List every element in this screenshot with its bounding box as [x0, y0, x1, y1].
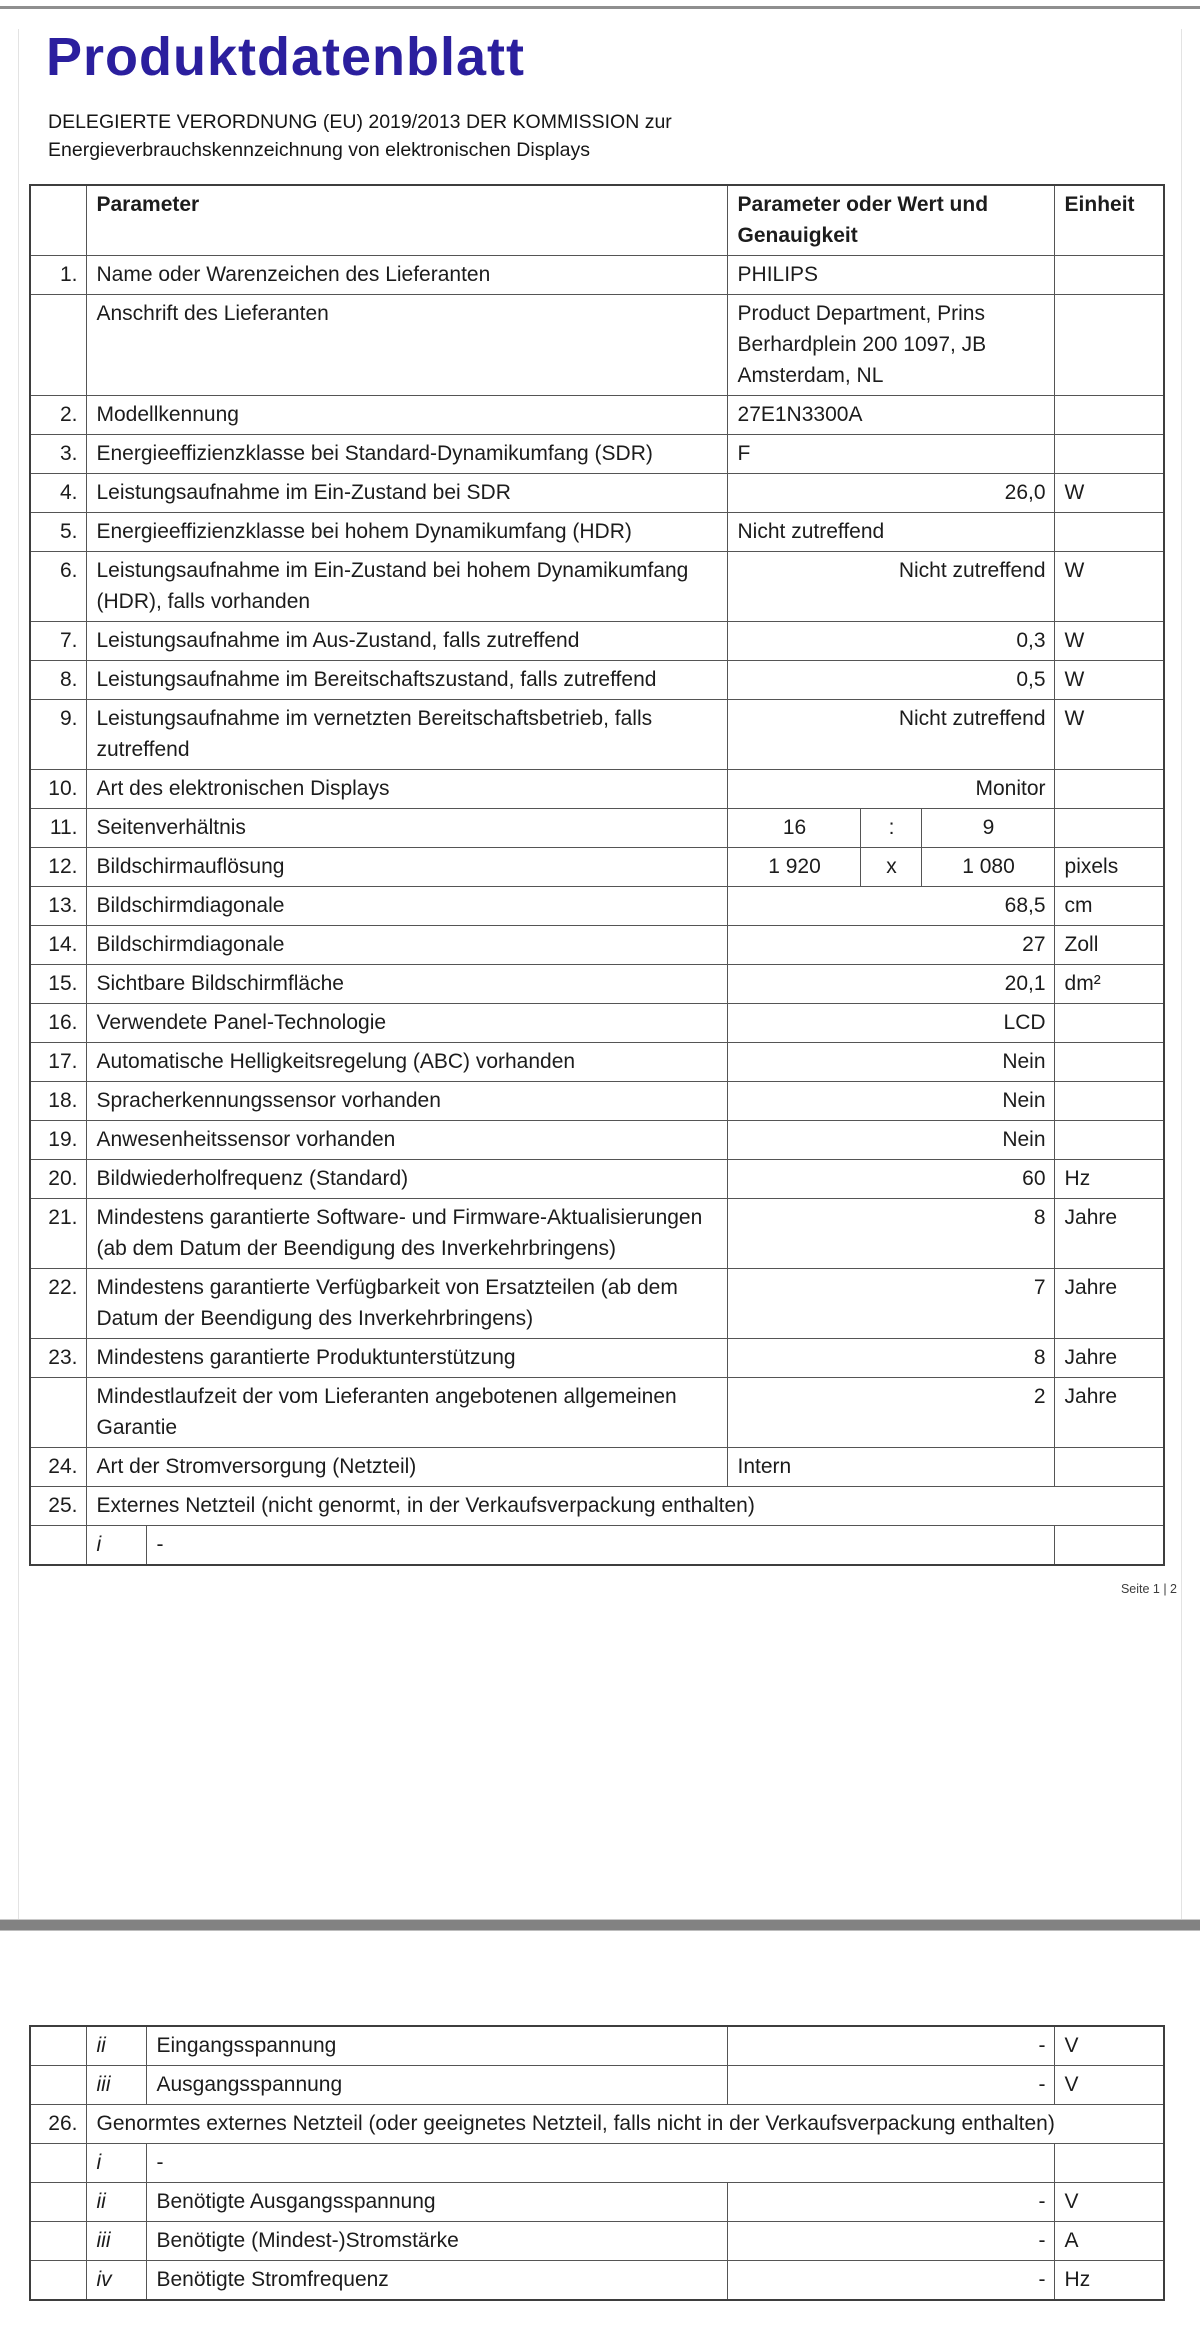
- sub-index-cell: iii: [86, 2222, 146, 2261]
- value-cell: 0,5: [727, 660, 1054, 699]
- parameter-label-cell: Mindestens garantierte Produktunterstützung: [86, 1338, 727, 1377]
- table-row: [30, 808, 1164, 847]
- unit-cell: Jahre: [1054, 1198, 1164, 1268]
- value-cell: Monitor: [727, 769, 1054, 808]
- row-number-cell: 21.: [30, 1198, 86, 1268]
- value-cell: 0,3: [727, 621, 1054, 660]
- table-row: [30, 1198, 1164, 1268]
- row-number-cell: [30, 294, 86, 395]
- unit-cell: A: [1054, 2222, 1164, 2261]
- parameter-label-cell: Mindestens garantierte Verfügbarkeit von Ersatzteilen (ab dem Datum der Beendigung des Inverkehrbringens): [86, 1268, 727, 1338]
- value-cell: 60: [727, 1159, 1054, 1198]
- parameter-label-cell: Eingangsspannung: [146, 2026, 727, 2066]
- value-cell: Nein: [727, 1120, 1054, 1159]
- unit-cell: cm: [1054, 886, 1164, 925]
- unit-cell: [1054, 512, 1164, 551]
- parameter-label-cell: Bildschirmdiagonale: [86, 886, 727, 925]
- header-unit-cell: Einheit: [1054, 185, 1164, 256]
- unit-cell: Jahre: [1054, 1268, 1164, 1338]
- row-number-cell: 13.: [30, 886, 86, 925]
- sub-index-cell: i: [86, 2144, 146, 2183]
- sub-index-cell: ii: [86, 2183, 146, 2222]
- row-number-cell: 25.: [30, 1486, 86, 1525]
- ratio-value-left-cell: 1 920: [727, 847, 860, 886]
- value-cell: Nein: [727, 1042, 1054, 1081]
- value-cell: 7: [727, 1268, 1054, 1338]
- table-row: [30, 769, 1164, 808]
- unit-cell: V: [1054, 2183, 1164, 2222]
- ratio-value-left-cell: 16: [727, 808, 860, 847]
- table-row: [30, 925, 1164, 964]
- table-row: [30, 551, 1164, 621]
- row-number-cell: 15.: [30, 964, 86, 1003]
- value-cell: -: [727, 2026, 1054, 2066]
- table-row: [30, 964, 1164, 1003]
- table-row: [30, 1377, 1164, 1447]
- parameter-label-cell: Sichtbare Bildschirmfläche: [86, 964, 727, 1003]
- unit-cell: W: [1054, 551, 1164, 621]
- value-cell: 68,5: [727, 886, 1054, 925]
- unit-cell: [1054, 769, 1164, 808]
- parameter-label-cell: Benötigte (Mindest-)Stromstärke: [146, 2222, 727, 2261]
- table-row: [30, 1159, 1164, 1198]
- unit-cell: dm²: [1054, 964, 1164, 1003]
- parameter-label-cell: Anwesenheitssensor vorhanden: [86, 1120, 727, 1159]
- page-2: [18, 1931, 1182, 2301]
- row-number-cell: 3.: [30, 434, 86, 473]
- parameter-label-cell: Verwendete Panel-Technologie: [86, 1003, 727, 1042]
- row-number-cell: 26.: [30, 2105, 86, 2144]
- parameter-label-cell: Leistungsaufnahme im Bereitschaftszustand, falls zutreffend: [86, 660, 727, 699]
- table-row: [30, 1120, 1164, 1159]
- row-number-cell: 10.: [30, 769, 86, 808]
- regulation-line-2: Energieverbrauchskennzeichnung von elektronischen Displays: [48, 138, 590, 161]
- value-cell: Product Department, Prins Berhardplein 200 1097, JB Amsterdam, NL: [727, 294, 1054, 395]
- row-number-cell: [30, 1525, 86, 1565]
- unit-cell: Jahre: [1054, 1338, 1164, 1377]
- table-row: [30, 2222, 1164, 2261]
- table-row: [30, 2144, 1164, 2183]
- parameter-label-cell: Bildschirmdiagonale: [86, 925, 727, 964]
- table-row: [30, 1486, 1164, 1525]
- ratio-separator-cell: x: [860, 847, 921, 886]
- table-row: [30, 1338, 1164, 1377]
- unit-cell: pixels: [1054, 847, 1164, 886]
- row-number-cell: 11.: [30, 808, 86, 847]
- row-number-cell: 12.: [30, 847, 86, 886]
- unit-cell: [1054, 434, 1164, 473]
- page-title: Produktdatenblatt: [46, 27, 526, 87]
- parameter-label-cell: Energieeffizienzklasse bei Standard-Dynamikumfang (SDR): [86, 434, 727, 473]
- parameter-label-cell: Leistungsaufnahme im Ein-Zustand bei SDR: [86, 473, 727, 512]
- value-cell: 20,1: [727, 964, 1054, 1003]
- value-cell: -: [146, 1525, 1054, 1565]
- row-number-cell: [30, 2066, 86, 2105]
- unit-cell: Hz: [1054, 1159, 1164, 1198]
- row-number-cell: [30, 2144, 86, 2183]
- sub-index-cell: iv: [86, 2261, 146, 2301]
- parameter-label-cell: Leistungsaufnahme im Aus-Zustand, falls zutreffend: [86, 621, 727, 660]
- row-number-cell: [30, 2261, 86, 2301]
- table-row: [30, 1003, 1164, 1042]
- table-row: [30, 1081, 1164, 1120]
- unit-cell: W: [1054, 473, 1164, 512]
- header-parameter-cell: Parameter: [86, 185, 727, 256]
- header-number-cell: [30, 185, 86, 256]
- value-cell: LCD: [727, 1003, 1054, 1042]
- table-row: [30, 2066, 1164, 2105]
- parameter-label-cell: Bildschirmauflösung: [86, 847, 727, 886]
- value-cell: Nicht zutreffend: [727, 551, 1054, 621]
- parameter-label-cell: Name oder Warenzeichen des Lieferanten: [86, 255, 727, 294]
- parameter-label-cell: Bildwiederholfrequenz (Standard): [86, 1159, 727, 1198]
- row-number-cell: [30, 2026, 86, 2066]
- page-top-edge: [0, 6, 1200, 9]
- row-number-cell: 5.: [30, 512, 86, 551]
- row-number-cell: 24.: [30, 1447, 86, 1486]
- row-number-cell: 23.: [30, 1338, 86, 1377]
- parameter-label-cell: Art der Stromversorgung (Netzteil): [86, 1447, 727, 1486]
- page-1: [18, 29, 1182, 1919]
- value-cell: -: [146, 2144, 1054, 2183]
- unit-cell: W: [1054, 699, 1164, 769]
- value-cell: 27: [727, 925, 1054, 964]
- parameter-label-cell: Genormtes externes Netzteil (oder geeignetes Netzteil, falls nicht in der Verkaufsverpackung enthalten): [86, 2105, 1164, 2144]
- parameter-label-cell: Leistungsaufnahme im vernetzten Bereitschaftsbetrieb, falls zutreffend: [86, 699, 727, 769]
- sub-index-cell: iii: [86, 2066, 146, 2105]
- unit-cell: [1054, 1525, 1164, 1565]
- value-cell: Nicht zutreffend: [727, 699, 1054, 769]
- table-row: [30, 2026, 1164, 2066]
- table-row: [30, 473, 1164, 512]
- row-number-cell: 17.: [30, 1042, 86, 1081]
- value-cell: F: [727, 434, 1054, 473]
- row-number-cell: 1.: [30, 255, 86, 294]
- table-header-row: [30, 185, 1164, 256]
- value-cell: 26,0: [727, 473, 1054, 512]
- unit-cell: [1054, 2144, 1164, 2183]
- parameter-label-cell: Ausgangsspannung: [146, 2066, 727, 2105]
- row-number-cell: [30, 2183, 86, 2222]
- parameter-label-cell: Benötigte Stromfrequenz: [146, 2261, 727, 2301]
- table-row: [30, 434, 1164, 473]
- value-cell: -: [727, 2222, 1054, 2261]
- parameter-label-cell: Externes Netzteil (nicht genormt, in der Verkaufsverpackung enthalten): [86, 1486, 1164, 1525]
- row-number-cell: 7.: [30, 621, 86, 660]
- value-cell: -: [727, 2066, 1054, 2105]
- table-row: [30, 395, 1164, 434]
- unit-cell: [1054, 1120, 1164, 1159]
- parameter-label-cell: Benötigte Ausgangsspannung: [146, 2183, 727, 2222]
- table-row: [30, 621, 1164, 660]
- parameter-label-cell: Spracherkennungssensor vorhanden: [86, 1081, 727, 1120]
- table-row: [30, 512, 1164, 551]
- table-row: [30, 847, 1164, 886]
- table-row: [30, 2261, 1164, 2301]
- table-row: [30, 699, 1164, 769]
- row-number-cell: 22.: [30, 1268, 86, 1338]
- ratio-value-right-cell: 1 080: [921, 847, 1054, 886]
- parameter-label-cell: Art des elektronischen Displays: [86, 769, 727, 808]
- value-cell: Nicht zutreffend: [727, 512, 1054, 551]
- parameter-label-cell: Modellkennung: [86, 395, 727, 434]
- value-cell: PHILIPS: [727, 255, 1054, 294]
- row-number-cell: [30, 2222, 86, 2261]
- parameter-label-cell: Anschrift des Lieferanten: [86, 294, 727, 395]
- parameter-label-cell: Mindestlaufzeit der vom Lieferanten angebotenen allgemeinen Garantie: [86, 1377, 727, 1447]
- row-number-cell: 18.: [30, 1081, 86, 1120]
- unit-cell: V: [1054, 2026, 1164, 2066]
- unit-cell: [1054, 1003, 1164, 1042]
- row-number-cell: 6.: [30, 551, 86, 621]
- row-number-cell: 20.: [30, 1159, 86, 1198]
- page-number: Seite 1 | 2: [1120, 1581, 1177, 1596]
- unit-cell: [1054, 294, 1164, 395]
- unit-cell: W: [1054, 621, 1164, 660]
- value-cell: -: [727, 2183, 1054, 2222]
- regulation-subtitle: [48, 108, 1181, 164]
- table-row: [30, 255, 1164, 294]
- value-cell: -: [727, 2261, 1054, 2301]
- value-cell: Intern: [727, 1447, 1054, 1486]
- row-number-cell: 4.: [30, 473, 86, 512]
- unit-cell: [1054, 808, 1164, 847]
- table-row: [30, 1525, 1164, 1565]
- value-cell: 2: [727, 1377, 1054, 1447]
- table-row: [30, 2183, 1164, 2222]
- unit-cell: [1054, 1081, 1164, 1120]
- unit-cell: [1054, 1042, 1164, 1081]
- value-cell: 8: [727, 1198, 1054, 1268]
- table-row: [30, 1042, 1164, 1081]
- unit-cell: Zoll: [1054, 925, 1164, 964]
- table-row: [30, 1447, 1164, 1486]
- table-row: [30, 2105, 1164, 2144]
- ratio-value-right-cell: 9: [921, 808, 1054, 847]
- header-value-cell: Parameter oder Wert und Genauigkeit: [727, 185, 1054, 256]
- row-number-cell: 16.: [30, 1003, 86, 1042]
- unit-cell: Hz: [1054, 2261, 1164, 2301]
- row-number-cell: 9.: [30, 699, 86, 769]
- table-row: [30, 294, 1164, 395]
- sub-index-cell: i: [86, 1525, 146, 1565]
- unit-cell: V: [1054, 2066, 1164, 2105]
- sub-index-cell: ii: [86, 2026, 146, 2066]
- product-data-table: [29, 184, 1165, 1566]
- parameter-label-cell: Mindestens garantierte Software- und Firmware-Aktualisierungen (ab dem Datum der Beendigung des Inverkehrbringens): [86, 1198, 727, 1268]
- unit-cell: [1054, 255, 1164, 294]
- table-row: [30, 1268, 1164, 1338]
- value-cell: Nein: [727, 1081, 1054, 1120]
- row-number-cell: 14.: [30, 925, 86, 964]
- row-number-cell: 19.: [30, 1120, 86, 1159]
- unit-cell: W: [1054, 660, 1164, 699]
- power-supply-table: [29, 2025, 1165, 2301]
- table-row: [30, 886, 1164, 925]
- unit-cell: [1054, 1447, 1164, 1486]
- unit-cell: [1054, 395, 1164, 434]
- unit-cell: Jahre: [1054, 1377, 1164, 1447]
- table-row: [30, 660, 1164, 699]
- parameter-label-cell: Leistungsaufnahme im Ein-Zustand bei hohem Dynamikumfang (HDR), falls vorhanden: [86, 551, 727, 621]
- row-number-cell: 2.: [30, 395, 86, 434]
- ratio-separator-cell: :: [860, 808, 921, 847]
- parameter-label-cell: Seitenverhältnis: [86, 808, 727, 847]
- parameter-label-cell: Automatische Helligkeitsregelung (ABC) vorhanden: [86, 1042, 727, 1081]
- parameter-label-cell: Energieeffizienzklasse bei hohem Dynamikumfang (HDR): [86, 512, 727, 551]
- page-separator: [0, 1919, 1200, 1931]
- value-cell: 27E1N3300A: [727, 395, 1054, 434]
- regulation-line-1: DELEGIERTE VERORDNUNG (EU) 2019/2013 DER KOMMISSION zur: [48, 110, 672, 133]
- row-number-cell: [30, 1377, 86, 1447]
- value-cell: 8: [727, 1338, 1054, 1377]
- row-number-cell: 8.: [30, 660, 86, 699]
